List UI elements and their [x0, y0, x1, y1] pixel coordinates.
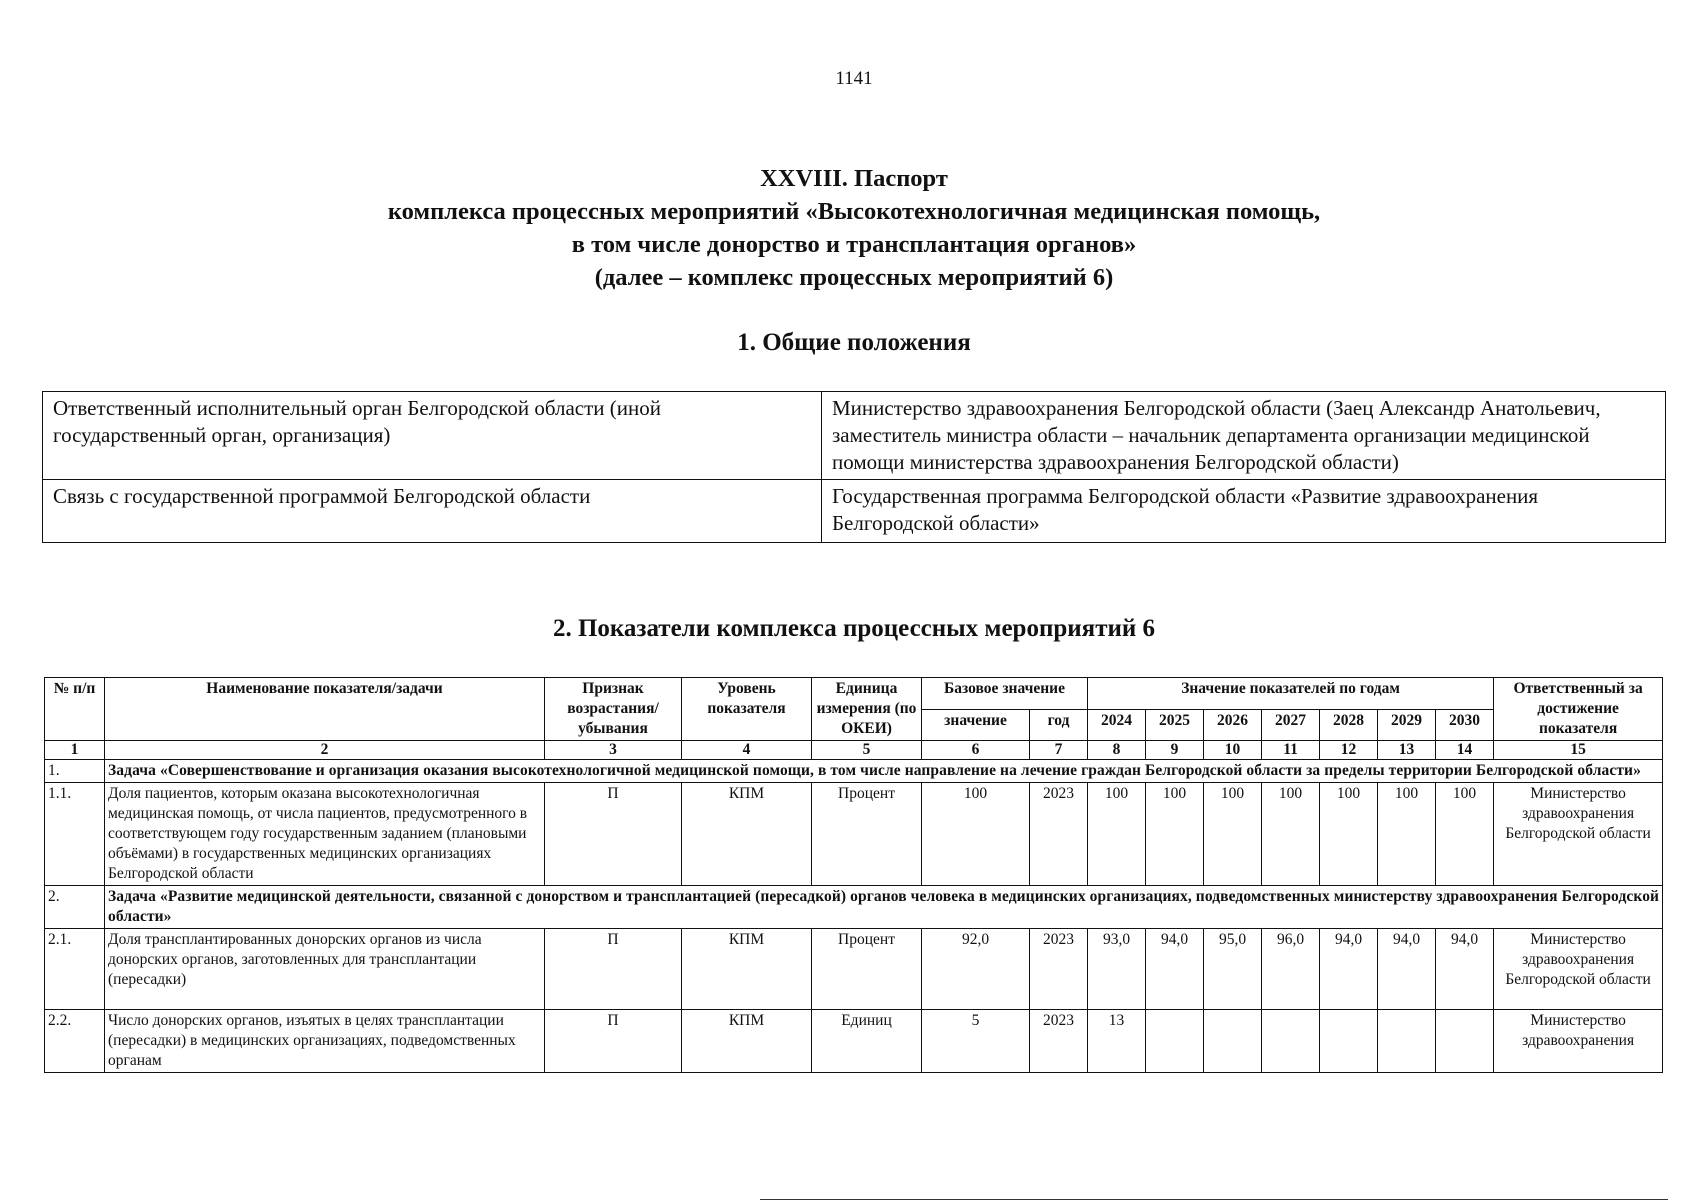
indicator-value-2027: 96,0 — [1262, 929, 1320, 1010]
indicator-base-value: 5 — [922, 1010, 1030, 1073]
indicator-responsible: Министерство здравоохранения Белгородской области — [1494, 783, 1663, 886]
indicator-value-2026: 100 — [1204, 783, 1262, 886]
header-by-years: Значение показателей по годам — [1088, 678, 1494, 710]
column-number: 7 — [1030, 741, 1088, 760]
indicator-value-2026 — [1204, 1010, 1262, 1073]
indicator-name: Число донорских органов, изъятых в целях трансплантации (пересадки) в медицинских организациях, подведомственных органам — [105, 1010, 545, 1073]
column-number: 15 — [1494, 741, 1663, 760]
indicator-level: КПМ — [682, 1010, 812, 1073]
header-base-year: год — [1030, 709, 1088, 741]
header-year: 2025 — [1146, 709, 1204, 741]
row-label: Ответственный исполнительный орган Белгородской области (иной государственный орган, организация) — [43, 392, 822, 480]
header-year: 2027 — [1262, 709, 1320, 741]
column-number: 8 — [1088, 741, 1146, 760]
column-number: 10 — [1204, 741, 1262, 760]
table-row — [45, 1010, 1663, 1073]
header-base: Базовое значение — [922, 678, 1088, 710]
column-number: 11 — [1262, 741, 1320, 760]
indicator-unit: Единиц — [812, 1010, 922, 1073]
header-responsible: Ответственный за достижение показателя — [1494, 678, 1663, 741]
indicator-unit: Процент — [812, 783, 922, 886]
indicator-value-2024: 100 — [1088, 783, 1146, 886]
indicator-level: КПМ — [682, 783, 812, 886]
indicator-responsible: Министерство здравоохранения — [1494, 1010, 1663, 1073]
indicator-base-year: 2023 — [1030, 929, 1088, 1010]
task-row — [45, 760, 1663, 783]
indicator-num: 1.1. — [45, 783, 105, 886]
page-number: 1141 — [835, 68, 873, 89]
document-title — [0, 162, 1708, 294]
task-num: 1. — [45, 760, 105, 783]
indicator-value-2030: 94,0 — [1436, 929, 1494, 1010]
general-provisions-table — [42, 391, 1666, 543]
task-num: 2. — [45, 886, 105, 929]
column-number: 5 — [812, 741, 922, 760]
indicator-num: 2.2. — [45, 1010, 105, 1073]
task-title: Задача «Развитие медицинской деятельности, связанной с донорством и трансплантацией (пересадкой) органов человека в медицинских организациях, подведомственных министерству здравоохранения Белгородской области» — [105, 886, 1663, 929]
indicator-num: 2.1. — [45, 929, 105, 1010]
title-line: XXVIII. Паспорт — [760, 165, 948, 192]
indicator-base-value: 100 — [922, 783, 1030, 886]
column-number: 1 — [45, 741, 105, 760]
indicator-base-year: 2023 — [1030, 1010, 1088, 1073]
header-sign: Признак возрастания/ убывания — [545, 678, 682, 741]
header-year: 2026 — [1204, 709, 1262, 741]
indicator-value-2025 — [1146, 1010, 1204, 1073]
header-row — [45, 678, 1663, 710]
indicator-value-2024: 13 — [1088, 1010, 1146, 1073]
indicator-value-2028: 94,0 — [1320, 929, 1378, 1010]
row-value: Государственная программа Белгородской области «Развитие здравоохранения Белгородской области» — [822, 480, 1666, 543]
title-line: комплекса процессных мероприятий «Высокотехнологичная медицинская помощь, — [387, 198, 1321, 225]
header-year: 2030 — [1436, 709, 1494, 741]
column-numbers-row — [45, 741, 1663, 760]
indicator-sign: П — [545, 1010, 682, 1073]
indicator-sign: П — [545, 929, 682, 1010]
table-row — [45, 783, 1663, 886]
indicator-base-year: 2023 — [1030, 783, 1088, 886]
column-number: 3 — [545, 741, 682, 760]
indicator-value-2029 — [1378, 1010, 1436, 1073]
indicator-sign: П — [545, 783, 682, 886]
indicator-base-value: 92,0 — [922, 929, 1030, 1010]
indicator-name: Доля трансплантированных донорских органов из числа донорских органов, заготовленных для трансплантации (пересадки) — [105, 929, 545, 1010]
section-1-title: 1. Общие положения — [737, 329, 971, 356]
column-number: 4 — [682, 741, 812, 760]
column-number: 14 — [1436, 741, 1494, 760]
header-num: № п/п — [45, 678, 105, 741]
row-label: Связь с государственной программой Белгородской области — [43, 480, 822, 543]
table-row — [43, 480, 1666, 543]
task-row — [45, 886, 1663, 929]
indicator-unit: Процент — [812, 929, 922, 1010]
column-number: 2 — [105, 741, 545, 760]
task-title: Задача «Совершенствование и организация оказания высокотехнологичной медицинской помощи, в том числе направление на лечение граждан Белгородской области за пределы территории Белгородской области» — [105, 760, 1663, 783]
column-number: 9 — [1146, 741, 1204, 760]
header-unit: Единица измерения (по ОКЕИ) — [812, 678, 922, 741]
indicator-value-2030: 100 — [1436, 783, 1494, 886]
indicator-value-2029: 100 — [1378, 783, 1436, 886]
indicator-value-2028 — [1320, 1010, 1378, 1073]
indicator-value-2027: 100 — [1262, 783, 1320, 886]
section-2-title: 2. Показатели комплекса процессных мероприятий 6 — [552, 615, 1156, 642]
header-year: 2024 — [1088, 709, 1146, 741]
title-line: (далее – комплекс процессных мероприятий 6) — [594, 264, 1114, 291]
row-value: Министерство здравоохранения Белгородской области (Заец Александр Анатольевич, заместитель министра области – начальник департамента организации медицинской помощи министерства здравоохранения Белгородской области) — [822, 392, 1666, 480]
header-name: Наименование показателя/задачи — [105, 678, 545, 741]
indicator-responsible: Министерство здравоохранения Белгородской области — [1494, 929, 1663, 1010]
table-row — [45, 929, 1663, 1010]
column-number: 6 — [922, 741, 1030, 760]
indicator-value-2025: 100 — [1146, 783, 1204, 886]
title-line: в том числе донорство и трансплантация органов» — [571, 231, 1137, 258]
indicator-value-2028: 100 — [1320, 783, 1378, 886]
header-year: 2029 — [1378, 709, 1436, 741]
indicator-value-2027 — [1262, 1010, 1320, 1073]
column-number: 12 — [1320, 741, 1378, 760]
header-base-value: значение — [922, 709, 1030, 741]
header-year: 2028 — [1320, 709, 1378, 741]
indicator-value-2029: 94,0 — [1378, 929, 1436, 1010]
column-number: 13 — [1378, 741, 1436, 760]
indicators-table — [44, 677, 1663, 1073]
table-row — [43, 392, 1666, 480]
indicator-name: Доля пациентов, которым оказана высокотехнологичная медицинская помощь, от числа пациентов, предусмотренного в соответствующем году государственным заданием (плановыми объёмами) в государственных медицинских организациях Белгородской области — [105, 783, 545, 886]
indicator-value-2030 — [1436, 1010, 1494, 1073]
indicator-level: КПМ — [682, 929, 812, 1010]
indicator-value-2024: 93,0 — [1088, 929, 1146, 1010]
indicator-value-2025: 94,0 — [1146, 929, 1204, 1010]
header-level: Уровень показателя — [682, 678, 812, 741]
indicator-value-2026: 95,0 — [1204, 929, 1262, 1010]
